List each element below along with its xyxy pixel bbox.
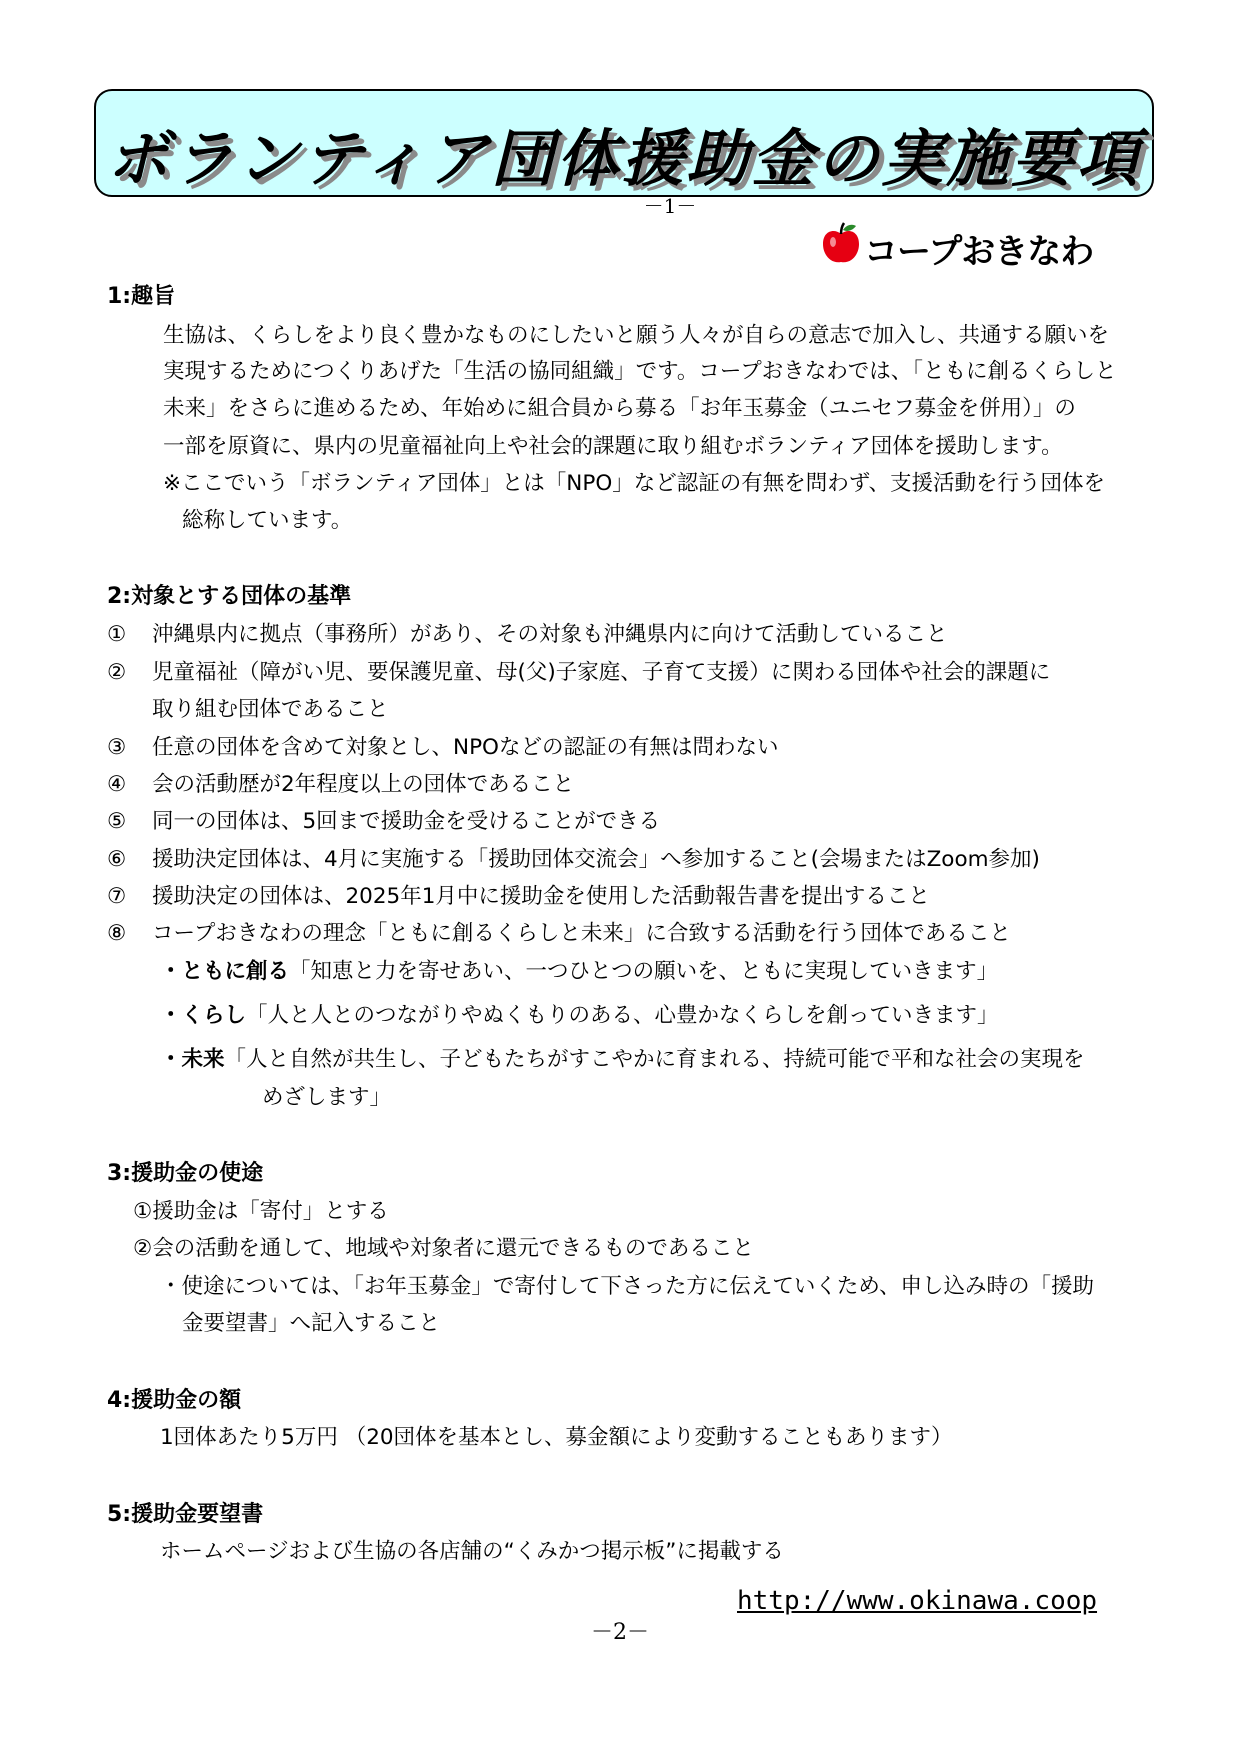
section1-note: ※ここでいう「ボランティア団体」とは「NPO」など認証の有無を問わず、支援活動を行う団体を: [163, 471, 1106, 496]
website-link[interactable]: http://www.okinawa.coop: [737, 1586, 1098, 1616]
page-number: －2－: [591, 1620, 649, 1645]
page-title: ボランティア団体援助金の実施要項: [106, 122, 1142, 195]
philosophy-text-cont: めざします」: [262, 1085, 392, 1110]
criterion-number: ③: [107, 735, 127, 760]
philosophy-key: ・ともに創る: [160, 959, 290, 984]
section1-line: 未来」をさらに進めるため、年始めに組合員から募る「お年玉募金（ユニセフ募金を併用）」の: [163, 396, 1076, 421]
criterion-text: 会の活動歴が2年程度以上の団体であること: [152, 772, 575, 797]
title-banner: [94, 89, 1154, 197]
criterion-number: ②: [107, 660, 127, 685]
section4-heading: 4:援助金の額: [107, 1388, 242, 1413]
philosophy-item: [160, 1005, 999, 1027]
criterion-text: 児童福祉（障がい児、要保護児童、母(父)子家庭、子育て支援）に関わる団体や社会的課題に: [152, 660, 1051, 685]
criterion-number: ④: [107, 772, 127, 797]
criterion-text-cont: 取り組む団体であること: [152, 697, 389, 722]
philosophy-item: [160, 1049, 1085, 1071]
section1-line: 生協は、くらしをより良く豊かなものにしたいと願う人々が自らの意志で加入し、共通する願いを: [163, 323, 1110, 348]
usage-item: ②会の活動を通して、地域や対象者に還元できるものであること: [133, 1236, 754, 1261]
usage-item: ①援助金は「寄付」とする: [133, 1199, 389, 1224]
philosophy-key: ・未来: [160, 1047, 225, 1072]
logo-text: コープおきなわ: [864, 232, 1094, 272]
criterion-text: 任意の団体を含めて対象とし、NPOなどの認証の有無は問わない: [152, 735, 779, 760]
criterion-number: ⑦: [107, 884, 127, 909]
coop-okinawa-logo: [820, 222, 1120, 272]
criterion-number: ⑧: [107, 921, 127, 946]
criterion-text: 同一の団体は、5回まで援助金を受けることができる: [152, 809, 661, 834]
criterion-text: 援助決定団体は、4月に実施する「援助団体交流会」へ参加すること(会場またはZoom参加): [152, 847, 1040, 872]
request-form-text: ホームページおよび生協の各店舗の“くみかつ掲示板”に掲載する: [160, 1539, 784, 1564]
criterion-number: ①: [107, 622, 127, 647]
usage-note: ・使途については、「お年玉募金」で寄付して下さった方に伝えていくため、申し込み時の「援助: [160, 1274, 1094, 1299]
philosophy-text: 「人と自然が共生し、子どもたちがすこやかに育まれる、持続可能で平和な社会の実現を: [224, 1047, 1085, 1072]
usage-note-cont: 金要望書」へ記入すること: [182, 1311, 441, 1336]
criterion-text: コープおきなわの理念「ともに創るくらしと未来」に合致する活動を行う団体であること: [152, 921, 1011, 946]
section3-heading: 3:援助金の使途: [107, 1161, 264, 1186]
section1-heading: 1:趣旨: [107, 284, 176, 309]
section1-line: 一部を原資に、県内の児童福祉向上や社会的課題に取り組むボランティア団体を援助します。: [163, 434, 1063, 459]
section1-line: 実現するためにつくりあげた「生活の協同組織」です。コープおきなわでは、「ともに創るくらしと: [163, 359, 1117, 384]
amount-text: 1団体あたり5万円 （20団体を基本とし、募金額により変動することもあります）: [160, 1425, 953, 1450]
section2-heading: 2:対象とする団体の基準: [107, 584, 352, 609]
criterion-number: ⑥: [107, 847, 127, 872]
apple-icon: [820, 222, 862, 266]
criterion-number: ⑤: [107, 809, 127, 834]
philosophy-text: 「知恵と力を寄せあい、一つひとつの願いを、ともに実現していきます」: [289, 959, 999, 984]
criterion-text: 援助決定の団体は、2025年1月中に援助金を使用した活動報告書を提出すること: [152, 884, 930, 909]
philosophy-key: ・くらし: [160, 1003, 247, 1028]
philosophy-item: [160, 961, 998, 983]
top-page-mark: －1－: [643, 194, 697, 218]
criterion-text: 沖縄県内に拠点（事務所）があり、その対象も沖縄県内に向けて活動していること: [152, 622, 948, 647]
section1-note-cont: 総称しています。: [182, 508, 353, 533]
philosophy-text: 「人と人とのつながりやぬくもりのある、心豊かなくらしを創っていきます」: [246, 1003, 999, 1028]
section5-heading: 5:援助金要望書: [107, 1502, 264, 1527]
